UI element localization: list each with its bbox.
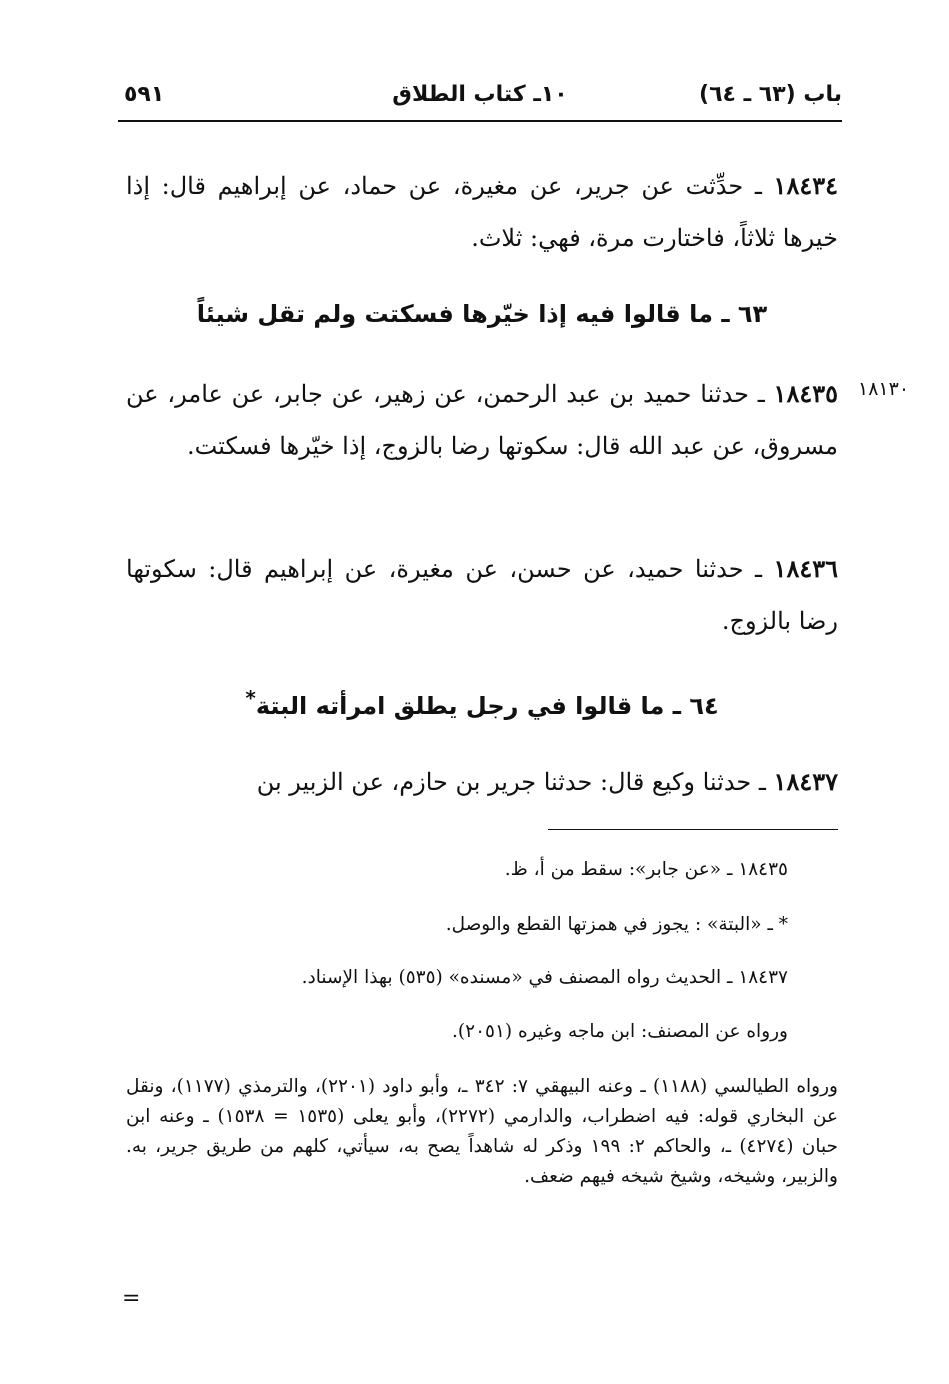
footnote-takhrij: ورواه الطيالسي (١١٨٨) ـ وعنه البيهقي ٧: ٣٤٢ ـ، وأبو داود (٢٢٠١)، والترمذي (١١٧٧)، ونقل عن البخاري قوله: فيه اضطراب، والدارمي (٢٢٧٢)، وأبو يعلى (١٥٣٥ = ١٥٣٨) ـ وعنه ابن حبان (٤٢٧٤) ـ، والحاكم ٢: ١٩٩ وذكر له شاهداً يصح به، سيأتي، كلهم من طريق جرير، به. والزبير، وشيخه، وشيخ شيخه فيهم ضعف. — [126, 1076, 838, 1187]
chapter-64-heading — [126, 686, 838, 720]
footnote-18437: ١٨٤٣٧ ـ الحديث رواه المصنف في «مسنده» (٥٣٥) بهذا الإسناد. — [301, 967, 788, 988]
hadith-number: ١٨٤٣٧ — [773, 767, 838, 796]
hadith-18434 — [126, 160, 838, 264]
footnote-separator — [548, 829, 838, 830]
header-rule — [118, 120, 842, 122]
page-number: ٥٩١ — [124, 82, 165, 107]
hadith-18436 — [126, 543, 838, 647]
hadith-18435 — [126, 368, 838, 472]
footnote-albatta: * ـ «البتة» : يجوز في همزتها القطع والوصل. — [445, 914, 788, 935]
margin-reference-number: ١٨١٣٠ — [858, 378, 910, 400]
hadith-text: ـ حدثنا حميد، عن حسن، عن مغيرة، عن إبراهيم قال: سكوتها رضا بالزوج. — [126, 555, 838, 635]
hadith-number: ١٨٤٣٥ — [773, 379, 838, 408]
hadith-text: ـ حدِّثت عن جرير، عن مغيرة، عن حماد، عن إبراهيم قال: إذا خيرها ثلاثاً، فاختارت مرة، فهي: ثلاث. — [126, 172, 838, 252]
page-header — [118, 78, 842, 122]
chapter-63-heading: ٦٣ ـ ما قالوا فيه إذا خيّرها فسكتت ولم تقل شيئاً — [196, 300, 768, 328]
footnote-18435: ١٨٤٣٥ ـ «عن جابر»: سقط من أ، ظ. — [504, 859, 788, 880]
footnote-ibn-majah: ورواه عن المصنف: ابن ماجه وغيره (٢٠٥١). — [452, 1021, 788, 1042]
hadith-number: ١٨٤٣٤ — [773, 171, 838, 200]
footnote-asterisk: * — [245, 686, 256, 710]
hadith-text: ـ حدثنا وكيع قال: حدثنا جرير بن حازم، عن الزبير بن — [256, 768, 774, 796]
hadith-18437 — [126, 756, 838, 808]
book-title-heading: ١٠ـ كتاب الطلاق — [392, 82, 568, 107]
chapter-range-heading: باب (٦٣ ـ ٦٤) — [699, 82, 842, 107]
chapter-64-title: ٦٤ ـ ما قالوا في رجل يطلق امرأته البتة — [255, 692, 719, 720]
continuation-mark: = — [122, 1286, 141, 1311]
hadith-text: ـ حدثنا حميد بن عبد الرحمن، عن زهير، عن جابر، عن عامر، عن مسروق، عن عبد الله قال: سكوتها رضا بالزوج، إذا خيّرها فسكتت. — [126, 380, 838, 460]
hadith-number: ١٨٤٣٦ — [773, 554, 838, 583]
